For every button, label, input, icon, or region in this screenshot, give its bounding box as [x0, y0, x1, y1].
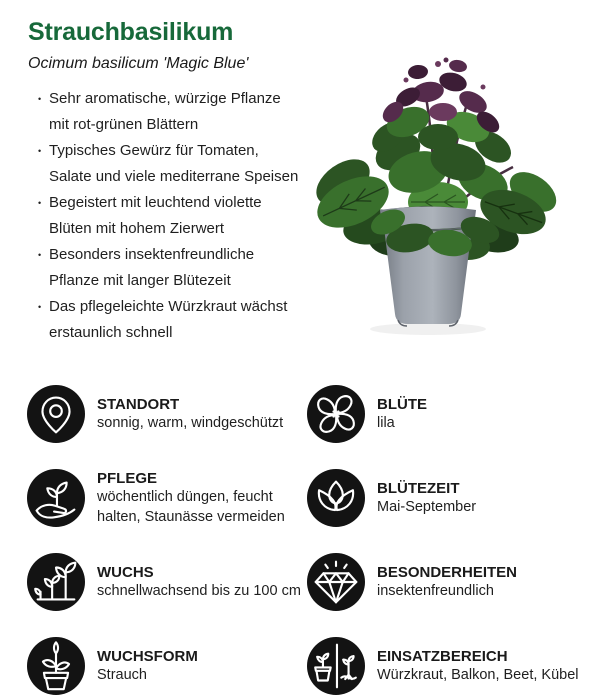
- bullet-item: • Begeistert mit leuchtend violette Blüten mit hohem Zierwert: [38, 190, 300, 242]
- potted-plant-icon: [27, 637, 85, 695]
- lotus-icon: [307, 469, 365, 527]
- feature-title: EINSATZBEREICH: [377, 647, 508, 665]
- plant-photo: [298, 52, 583, 352]
- feature-description: schnellwachsend bis zu 100 cm: [97, 582, 301, 599]
- feature-description: sonnig, warm, windgeschützt: [97, 414, 284, 431]
- feature-description: wöchentlich düngen, feucht halten, Staunässe vermeiden: [97, 489, 285, 525]
- feature-wuchsform: [27, 624, 307, 700]
- bullet-item: • Typisches Gewürz für Tomaten, Salate und viele mediterrane Speisen: [38, 138, 300, 190]
- feature-description: Würzkraut, Balkon, Beet, Kübel: [377, 666, 579, 683]
- feature-bluete: [307, 372, 583, 456]
- diamond-icon: [307, 553, 365, 611]
- feature-besonderheiten: [307, 540, 583, 624]
- feature-einsatzbereich: [307, 624, 583, 700]
- feature-title: BLÜTEZEIT: [377, 479, 460, 497]
- location-pin-icon: [27, 385, 85, 443]
- growing-plants-icon: [27, 553, 85, 611]
- bullet-item: • Besonders insektenfreundliche Pflanze mit langer Blütezeit: [38, 242, 300, 294]
- bullet-item: • Sehr aromatische, würzige Pflanze mit rot-grünen Blättern: [38, 86, 300, 138]
- feature-description: Mai-September: [377, 498, 477, 515]
- feature-title: PFLEGE: [97, 470, 158, 487]
- feature-standort: [27, 372, 307, 456]
- feature-title: WUCHSFORM: [97, 647, 198, 665]
- feature-description: insektenfreundlich: [377, 582, 494, 599]
- page-title: Strauchbasilikum: [28, 18, 234, 46]
- flower-icon: [307, 385, 365, 443]
- hand-with-sprout-icon: [27, 469, 85, 527]
- pot-and-bed-icon: [307, 637, 365, 695]
- feature-title: WUCHS: [97, 563, 154, 581]
- feature-bluetezeit: [307, 456, 583, 540]
- feature-description: Strauch: [97, 666, 147, 683]
- bullet-item: • Das pflegeleichte Würzkraut wächst erstaunlich schnell: [38, 294, 300, 346]
- feature-wuchs: [27, 540, 307, 624]
- feature-title: BLÜTE: [377, 395, 427, 413]
- feature-description: lila: [377, 414, 395, 431]
- feature-title: STANDORT: [97, 395, 180, 413]
- basil-plant-illustration: [298, 52, 583, 352]
- feature-pflege: [27, 456, 307, 540]
- plant-latin-name: Ocimum basilicum 'Magic Blue': [28, 55, 249, 72]
- feature-title: BESONDERHEITEN: [377, 563, 518, 581]
- feature-grid: [27, 372, 583, 700]
- bullet-list: [38, 86, 300, 346]
